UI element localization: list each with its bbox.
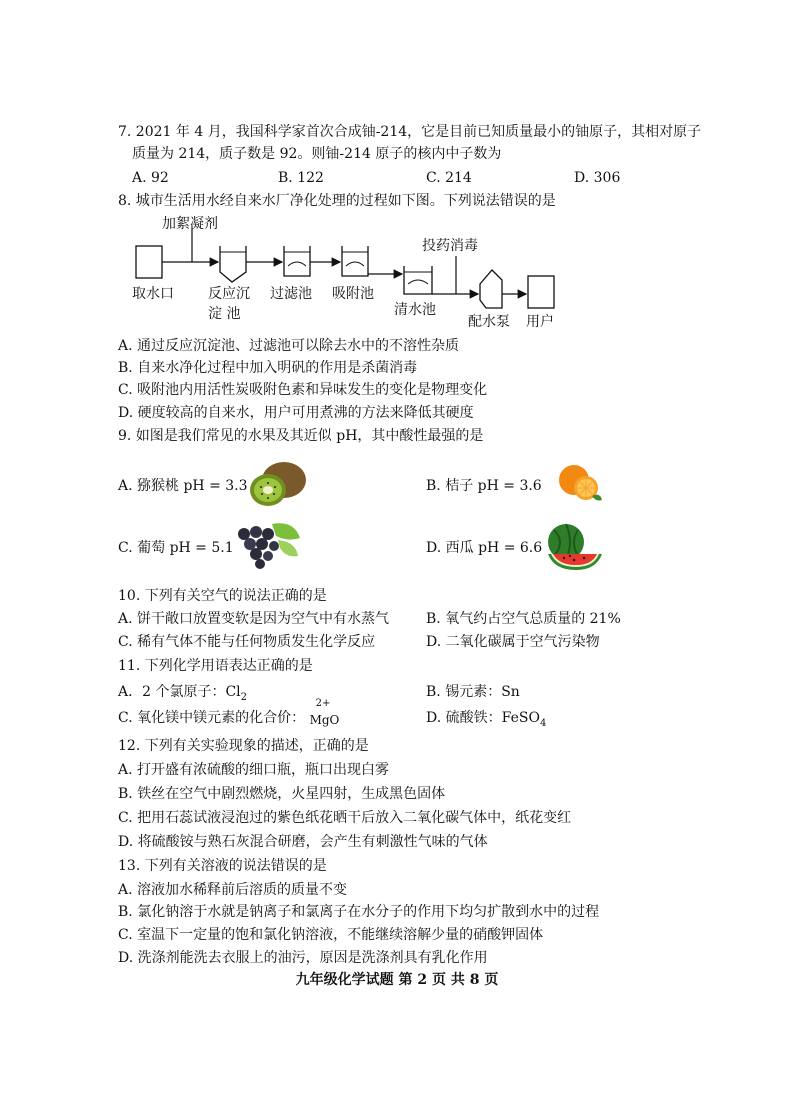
q8-option-b: B. 自来水净化过程中加入明矾的作用是杀菌消毒 <box>118 360 418 376</box>
q13-option-d: D. 洗涤剂能洗去衣服上的油污，原因是洗涤剂具有乳化作用 <box>118 950 488 966</box>
watermelon-icon <box>540 520 610 572</box>
adsorb-label: 吸附池 <box>332 286 374 302</box>
pump-shape <box>480 270 502 308</box>
q7-option-a: A. 92 <box>132 170 169 186</box>
q11-option-a-text: A．2 个氯原子：Cl <box>118 684 241 700</box>
q10-option-d: D. 二氧化碳属于空气污染物 <box>426 634 600 650</box>
q11-option-b: B. 锡元素：Sn <box>426 684 520 700</box>
q11-option-c-text: C. 氧化镁中镁元素的化合价： <box>118 710 306 726</box>
q9-option-a: A. 猕猴桃 pH = 3.3 <box>118 478 248 494</box>
valence-notation <box>309 698 344 728</box>
q9-option-c: C. 葡萄 pH = 5.1 <box>118 540 234 556</box>
q11-option-d-text: D. 硫酸铁：FeSO <box>426 710 540 726</box>
kiwi-icon <box>246 458 310 508</box>
filter-tank <box>284 246 310 276</box>
water-treatment-diagram <box>128 214 588 330</box>
clear-water-label: 清水池 <box>394 302 436 318</box>
filter-label: 过滤池 <box>270 286 312 302</box>
q13-option-c: C. 室温下一定量的饱和氯化钠溶液，不能继续溶解少量的硝酸钾固体 <box>118 927 544 943</box>
q12-option-d: D. 将硫酸铵与熟石灰混合研磨，会产生有刺激性气味的气体 <box>118 834 488 850</box>
q10-option-c: C. 稀有气体不能与任何物质发生化学反应 <box>118 634 376 650</box>
valence-formula: MgO <box>309 713 340 727</box>
q9-option-d: D. 西瓜 pH = 6.6 <box>426 540 543 556</box>
q7-stem-line1: 7. 2021 年 4 月，我国科学家首次合成铀-214，它是目前已知质量最小的铀原子，其相对原子 <box>118 124 702 140</box>
q7-stem-line2: 质量为 214，质子数是 92。则铀-214 原子的核内中子数为 <box>132 146 502 162</box>
adsorption-tank <box>342 246 368 276</box>
q13-stem: 13. 下列有关溶液的说法错误的是 <box>118 858 327 874</box>
q8-option-c: C. 吸附池内用活性炭吸附色素和异味发生的变化是物理变化 <box>118 382 488 398</box>
q10-stem: 10. 下列有关空气的说法正确的是 <box>118 588 327 604</box>
q13-option-b: B. 氯化钠溶于水就是钠离子和氯离子在水分子的作用下均匀扩散到水中的过程 <box>118 904 600 920</box>
q8-option-d: D. 硬度较高的自来水，用户可用煮沸的方法来降低其硬度 <box>118 405 474 421</box>
pump-label: 配水泵 <box>468 314 510 330</box>
orange-icon <box>556 460 604 504</box>
q7-option-d: D. 306 <box>574 170 621 186</box>
q12-option-c: C. 把用石蕊试液浸泡过的紫色纸花晒干后放入二氧化碳气体中，纸花变红 <box>118 810 572 826</box>
q11-option-a-subscript: 2 <box>240 691 248 703</box>
page-footer: 九年级化学试题 第 2 页 共 8 页 <box>295 972 499 988</box>
add-disinfectant-label: 投药消毒 <box>422 238 478 254</box>
q7-option-b: B. 122 <box>278 170 324 186</box>
user-box <box>528 276 554 308</box>
sedimentation-label-1: 反应沉 <box>208 286 250 302</box>
q13-option-a: A. 溶液加水稀释前后溶质的质量不变 <box>118 882 348 898</box>
user-label: 用户 <box>526 314 554 330</box>
q11-option-d-subscript: 4 <box>539 717 547 729</box>
q11-stem: 11. 下列化学用语表达正确的是 <box>118 658 313 674</box>
q11-option-a <box>118 682 247 708</box>
q11-option-c <box>118 698 344 728</box>
q12-option-b: B. 铁丝在空气中剧烈燃烧，火星四射，生成黑色固体 <box>118 786 446 802</box>
q8-stem: 8. 城市生活用水经自来水厂净化处理的过程如下图。下列说法错误的是 <box>118 193 556 209</box>
q10-option-b: B. 氧气约占空气总质量的 21% <box>426 611 621 627</box>
intake-label: 取水口 <box>132 286 174 302</box>
q10-option-a: A. 饼干敞口放置变软是因为空气中有水蒸气 <box>118 611 390 627</box>
q11-option-d <box>426 708 546 734</box>
grape-icon <box>232 520 304 572</box>
q12-stem: 12. 下列有关实验现象的描述，正确的是 <box>118 738 369 754</box>
q8-option-a: A. 通过反应沉淀池、过滤池可以除去水中的不溶性杂质 <box>118 338 460 354</box>
valence-charge: 2+ <box>315 698 331 709</box>
q12-option-a: A. 打开盛有浓硫酸的细口瓶，瓶口出现白雾 <box>118 762 390 778</box>
q7-option-c: C. 214 <box>426 170 472 186</box>
add-coagulant-label: 加絮凝剂 <box>162 216 218 232</box>
intake-box <box>136 246 162 278</box>
sedimentation-label-2: 淀 池 <box>208 306 241 322</box>
q9-stem: 9. 如图是我们常见的水果及其近似 pH，其中酸性最强的是 <box>118 428 484 444</box>
q9-option-b: B. 桔子 pH = 3.6 <box>426 478 542 494</box>
sedimentation-tank <box>220 246 246 282</box>
